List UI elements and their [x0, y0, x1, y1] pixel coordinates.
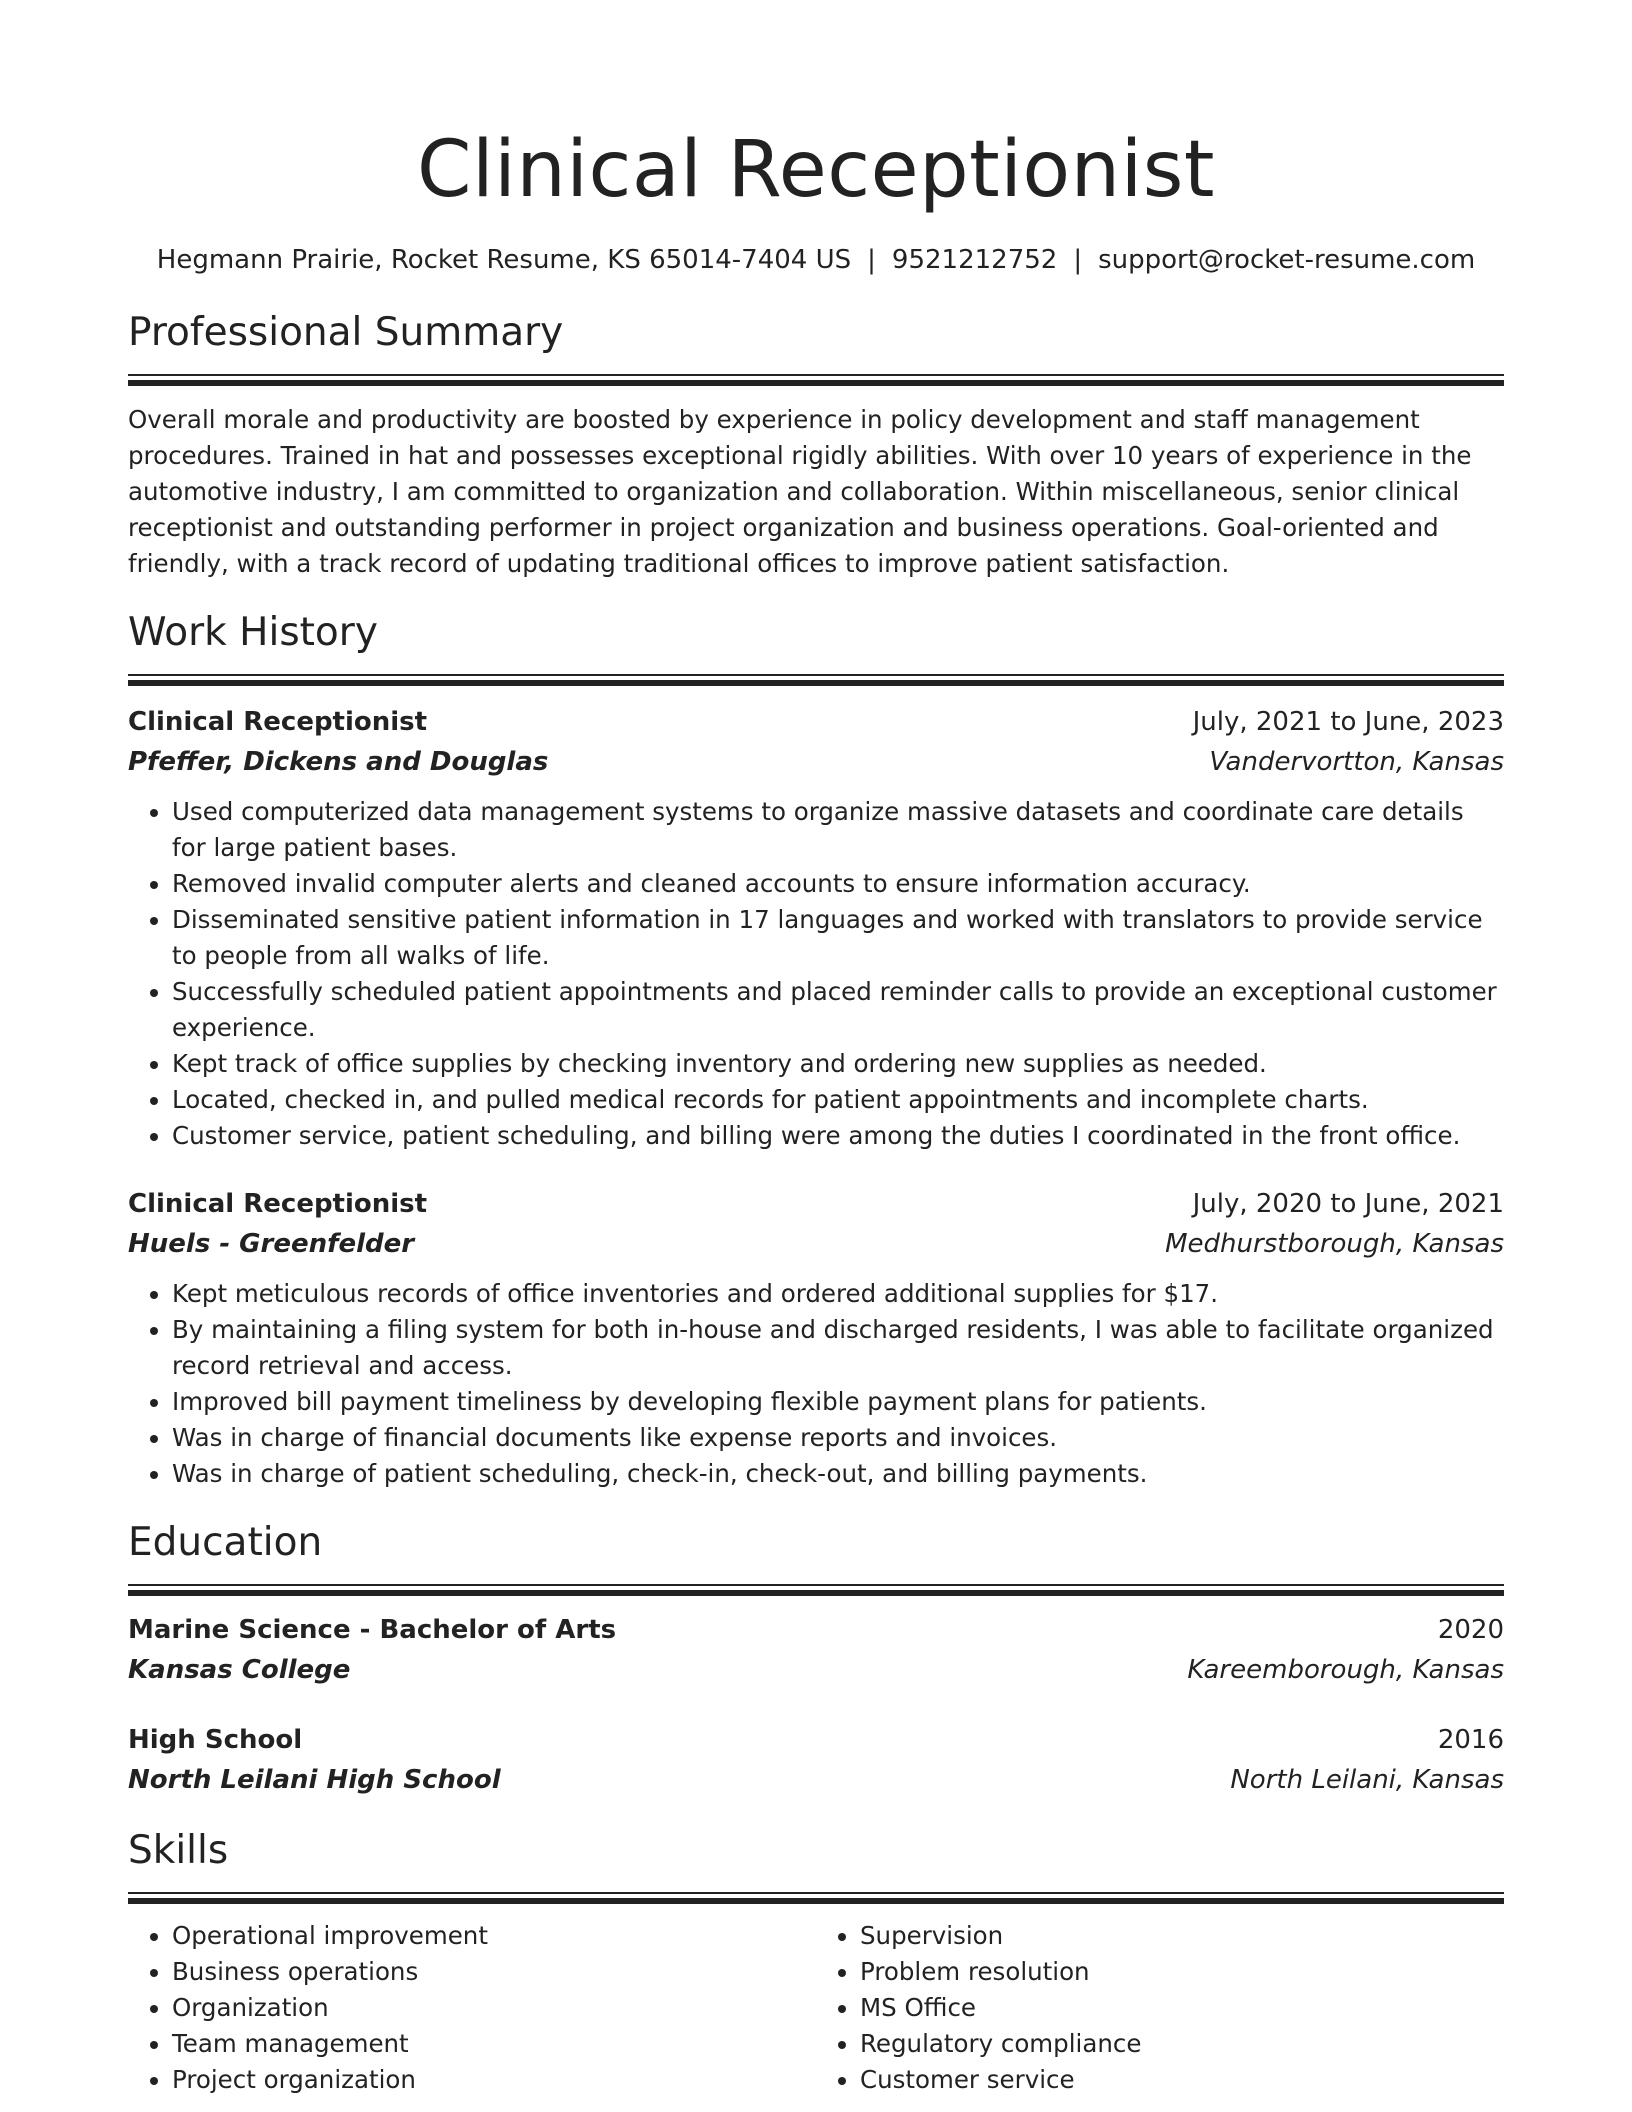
job-bullets: [128, 794, 1504, 1154]
job-entry: [128, 1184, 1504, 1492]
job-dates: July, 2020 to June, 2021: [1192, 1189, 1504, 1219]
contact-email[interactable]: support@rocket-resume.com: [1098, 245, 1476, 275]
job-bullet: • Kept track of office supplies by checking inventory and ordering new supplies as needed.: [172, 1046, 1504, 1082]
education-entry: [128, 1610, 1504, 1690]
contact-phone: 9521212752: [891, 245, 1058, 275]
job-dates: July, 2021 to June, 2023: [1192, 707, 1504, 737]
education-section: [128, 1518, 1504, 1800]
job-company: Huels - Greenfelder: [128, 1229, 415, 1259]
job-bullet: • Was in charge of patient scheduling, check-in, check-out, and billing payments.: [172, 1456, 1504, 1492]
skill-item: • Problem resolution: [860, 1954, 1504, 1990]
skills-list: [128, 1918, 1504, 2098]
job-bullet: • Was in charge of financial documents like expense reports and invoices.: [172, 1420, 1504, 1456]
skill-item: • Operational improvement: [172, 1918, 816, 1954]
section-divider: [128, 674, 1504, 686]
job-bullet: • Improved bill payment timeliness by developing flexible payment plans for patients.: [172, 1384, 1504, 1420]
resume-name: Clinical Receptionist: [417, 125, 1215, 215]
job-company: Pfeffer, Dickens and Douglas: [128, 747, 549, 777]
job-bullet: • Disseminated sensitive patient information in 17 languages and worked with translators to provide service to people from all walks of life.: [172, 902, 1504, 974]
contact-separator: |: [1073, 245, 1083, 275]
section-title-skills: Skills: [128, 1828, 229, 1873]
summary-section: [128, 308, 1504, 582]
section-divider: [128, 1892, 1504, 1904]
job-location: Vandervortton, Kansas: [1209, 747, 1504, 777]
skill-item: • MS Office: [860, 1990, 1504, 2026]
education-degree: Marine Science - Bachelor of Arts: [128, 1615, 617, 1645]
job-bullet: • By maintaining a filing system for both in-house and discharged residents, I was able to facilitate organized record retrieval and access.: [172, 1312, 1504, 1384]
education-year: 2016: [1437, 1725, 1504, 1755]
job-bullet: • Used computerized data management systems to organize massive datasets and coordinate care details for large patient bases.: [172, 794, 1504, 866]
skill-item: • Project organization: [172, 2062, 816, 2098]
education-school: Kansas College: [128, 1655, 351, 1685]
work-history-section: [128, 608, 1504, 1492]
job-title: Clinical Receptionist: [128, 1189, 428, 1219]
section-divider: [128, 374, 1504, 386]
education-location: North Leilani, Kansas: [1230, 1765, 1504, 1795]
job-title: Clinical Receptionist: [128, 707, 428, 737]
section-divider: [128, 1584, 1504, 1596]
job-entry: [128, 702, 1504, 1154]
section-title-work-history: Work History: [128, 610, 378, 655]
job-bullet: • Kept meticulous records of office inventories and ordered additional supplies for $17.: [172, 1276, 1504, 1312]
skill-item: • Supervision: [860, 1918, 1504, 1954]
contact-address: Hegmann Prairie, Rocket Resume, KS 65014-7404 US: [156, 245, 852, 275]
job-bullet: • Customer service, patient scheduling, and billing were among the duties I coordinated in the front office.: [172, 1118, 1504, 1154]
skill-item: • Organization: [172, 1990, 816, 2026]
skills-column-right: [816, 1918, 1504, 2098]
education-school: North Leilani High School: [128, 1765, 501, 1795]
job-bullets: [128, 1276, 1504, 1492]
education-year: 2020: [1437, 1615, 1504, 1645]
job-bullet: • Located, checked in, and pulled medical records for patient appointments and incomplete charts.: [172, 1082, 1504, 1118]
section-title-education: Education: [128, 1520, 323, 1565]
skill-item: • Customer service: [860, 2062, 1504, 2098]
skills-column-left: [128, 1918, 816, 2098]
skill-item: • Regulatory compliance: [860, 2026, 1504, 2062]
skills-section: [128, 1826, 1504, 2098]
skill-item: • Team management: [172, 2026, 816, 2062]
contact-line: [128, 242, 1504, 278]
section-title-summary: Professional Summary: [128, 310, 564, 355]
job-bullet: • Removed invalid computer alerts and cleaned accounts to ensure information accuracy.: [172, 866, 1504, 902]
job-location: Medhurstborough, Kansas: [1165, 1229, 1504, 1259]
job-bullet: • Successfully scheduled patient appointments and placed reminder calls to provide an exceptional customer experience.: [172, 974, 1504, 1046]
education-location: Kareemborough, Kansas: [1187, 1655, 1504, 1685]
contact-separator: |: [867, 245, 876, 275]
skill-item: • Business operations: [172, 1954, 816, 1990]
education-entry: [128, 1720, 1504, 1800]
education-degree: High School: [128, 1725, 303, 1755]
summary-text: Overall morale and productivity are boosted by experience in policy development and staff management procedures. Trained in hat and possesses exceptional rigidly abilities. With over 10 years of experience in the automotive industry, I am committed to organization and collaboration. Within miscellaneous, senior clinical receptionist and outstanding performer in project organization and business operations. Goal-oriented and friendly, with a track record of updating traditional offices to improve patient satisfaction.: [128, 405, 1472, 578]
